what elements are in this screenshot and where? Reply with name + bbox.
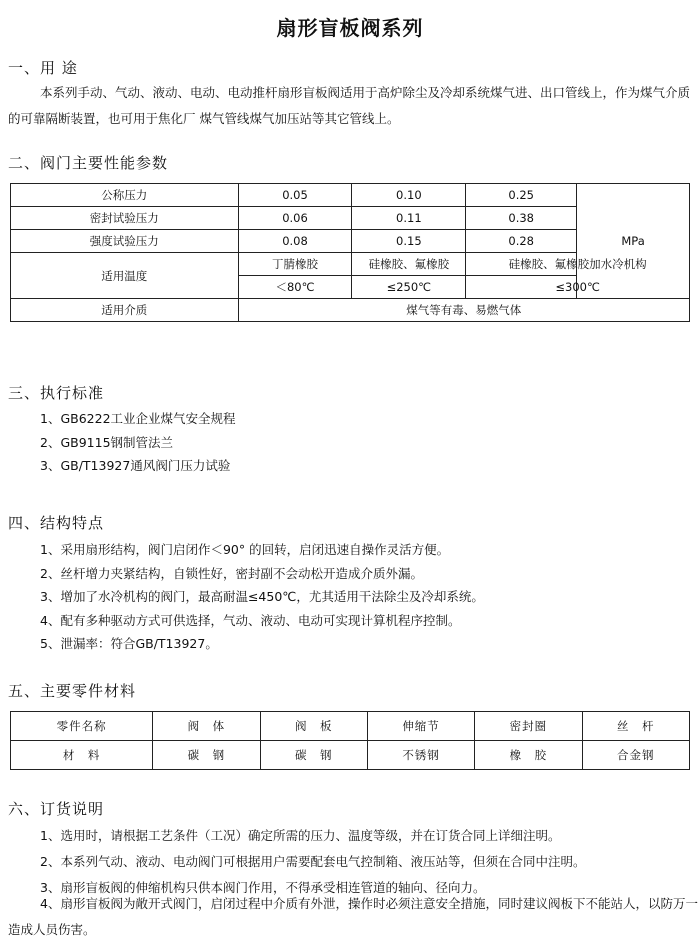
table-header-cell: 阀 板 [260, 712, 367, 741]
table-cell: ≤250℃ [352, 276, 466, 299]
table-row [11, 299, 690, 322]
table-row [11, 184, 690, 207]
section-heading-standards: 三、执行标准 [8, 384, 105, 402]
table-cell: 不锈钢 [367, 741, 474, 770]
row-label: 公称压力 [11, 184, 239, 207]
features-list [40, 538, 690, 656]
table-cell: 0.06 [238, 207, 352, 230]
table-cell: 0.08 [238, 230, 352, 253]
table-cell: 0.05 [238, 184, 352, 207]
table-cell: 0.15 [352, 230, 466, 253]
section-heading-ordering: 六、订货说明 [8, 800, 105, 818]
table-cell: 材 料 [11, 741, 153, 770]
table-header-cell: 零件名称 [11, 712, 153, 741]
table-header-cell: 密封圈 [475, 712, 582, 741]
table-cell: 硅橡胶、氟橡胶 [352, 253, 466, 276]
list-item: 5、泄漏率：符合GB/T13927。 [40, 636, 218, 651]
section-heading-performance: 二、阀门主要性能参数 [8, 154, 169, 172]
table-cell: 碳 钢 [260, 741, 367, 770]
list-item: 2、丝杆增力夹紧结构，自锁性好，密封副不会动松开造成介质外漏。 [40, 565, 423, 581]
table-cell: 碳 钢 [153, 741, 260, 770]
list-item: 1、选用时，请根据工艺条件（工况）确定所需的压力、温度等级，并在订货合同上详细注明。 [40, 828, 561, 843]
materials-table [10, 711, 690, 770]
performance-table [10, 183, 690, 322]
table-cell: 硅橡胶、氟橡胶加水冷机构 [466, 253, 690, 276]
table-cell: 0.38 [466, 207, 577, 230]
table-row [11, 741, 690, 770]
table-cell: 0.28 [466, 230, 577, 253]
ordering-item-4: 4、扇形盲板阀为敞开式阀门，启闭过程中介质有外泄，操作时必须注意安全措施，同时建议阀板下不能站人，以防万一造成人员伤害。 [8, 896, 698, 937]
list-item: 2、本系列气动、液动、电动阀门可根据用户需要配套电气控制箱、液压站等，但须在合同中注明。 [40, 854, 586, 869]
unit-cell: MPa [577, 184, 690, 299]
list-item: 3、增加了水冷机构的阀门，最高耐温≤450℃，尤其适用干法除尘及冷却系统。 [40, 589, 484, 604]
row-label: 密封试验压力 [11, 207, 239, 230]
standards-list [40, 407, 690, 478]
table-cell: 0.25 [466, 184, 577, 207]
table-cell: 合金钢 [582, 741, 689, 770]
page-title: 扇形盲板阀系列 [276, 16, 424, 40]
list-item: 4、配有多种驱动方式可供选择，气动、液动、电动可实现计算机程序控制。 [40, 612, 461, 628]
list-item: 3、扇形盲板阀的伸缩机构只供本阀门作用，不得承受相连管道的轴向、径向力。 [40, 880, 486, 895]
table-cell: ≤300℃ [466, 276, 690, 299]
row-label: 强度试验压力 [11, 230, 239, 253]
list-item: 1、GB6222工业企业煤气安全规程 [40, 411, 236, 426]
ordering-list [40, 823, 690, 901]
table-row [11, 712, 690, 741]
table-header-cell: 丝 杆 [582, 712, 689, 741]
list-item: 1、采用扇形结构，阀门启闭作＜90° 的回转，启闭迅速自操作灵活方便。 [40, 542, 450, 557]
table-cell: 0.10 [352, 184, 466, 207]
table-cell: 丁腈橡胶 [238, 253, 352, 276]
row-label: 适用介质 [11, 299, 239, 322]
table-header-cell: 伸缩节 [367, 712, 474, 741]
table-cell: 煤气等有毒、易燃气体 [238, 299, 689, 322]
table-header-cell: 阀 体 [153, 712, 260, 741]
table-row [11, 253, 690, 276]
table-cell: 0.11 [352, 207, 466, 230]
section-heading-materials: 五、主要零件材料 [8, 682, 137, 700]
section-heading-features: 四、结构特点 [8, 514, 105, 532]
table-cell: ＜80℃ [238, 276, 352, 299]
row-label: 适用温度 [11, 253, 239, 299]
list-item: 2、GB9115钢制管法兰 [40, 434, 174, 450]
usage-paragraph: 本系列手动、气动、液动、电动、电动推杆扇形盲板阀适用于高炉除尘及冷却系统煤气进、出口管线上，作为煤气介质的可靠隔断装置，也可用于焦化厂 煤气管线煤气加压站等其它管线上。 [8, 85, 691, 126]
list-item: 3、GB/T13927通风阀门压力试验 [40, 458, 231, 473]
table-cell: 橡 胶 [475, 741, 582, 770]
section-heading-usage: 一、用 途 [8, 59, 78, 77]
